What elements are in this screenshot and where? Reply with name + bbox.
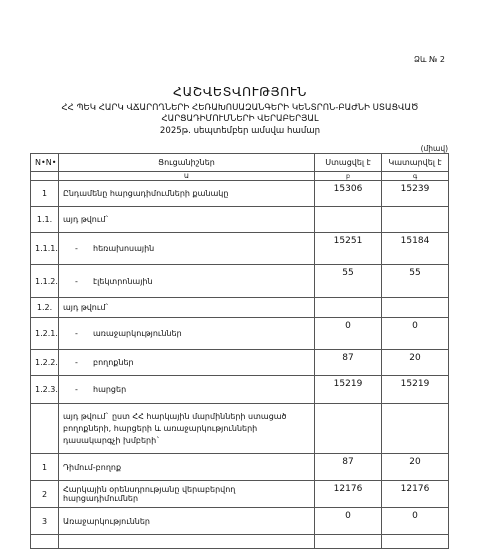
row-received-value xyxy=(315,298,382,318)
header-received: Ստացվել է xyxy=(315,154,382,172)
row-number xyxy=(31,404,59,454)
row-answered-value: 0 xyxy=(382,318,449,350)
table-row xyxy=(31,318,449,350)
row-answered-value: 15219 xyxy=(382,376,449,404)
row-indicator xyxy=(59,481,315,508)
row-received-value xyxy=(315,207,382,233)
row-answered-value: 20 xyxy=(382,454,449,481)
row-indicator xyxy=(59,404,315,454)
row-number: 1.1.2. xyxy=(31,265,59,298)
table-row xyxy=(31,404,449,454)
letter-received: բ xyxy=(315,172,382,181)
row-answered-value xyxy=(382,535,449,549)
table-row xyxy=(31,376,449,404)
row-received-value: 15219 xyxy=(315,376,382,404)
row-number: 1.2.3. xyxy=(31,376,59,404)
row-received-value: 87 xyxy=(315,454,382,481)
letter-number xyxy=(31,172,59,181)
row-indicator-label: այդ թվում` xyxy=(63,303,110,312)
table-row xyxy=(31,350,449,376)
table-row xyxy=(31,265,449,298)
row-number: 2 xyxy=(31,481,59,508)
row-answered-value: 55 xyxy=(382,265,449,298)
row-answered-value: 12176 xyxy=(382,481,449,508)
row-received-value: 0 xyxy=(315,508,382,535)
row-received-value: 0 xyxy=(315,318,382,350)
row-received-value: 15306 xyxy=(315,181,382,207)
row-indicator xyxy=(59,265,315,298)
table-row xyxy=(31,233,449,265)
row-received-value: 12176 xyxy=(315,481,382,508)
row-indicator-label: Հարկային օրենսդրությանը վերաբերվող հարցադիմումներ xyxy=(63,485,236,503)
row-answered-value: 0 xyxy=(382,508,449,535)
row-answered-value xyxy=(382,298,449,318)
row-answered-value: 15239 xyxy=(382,181,449,207)
table-row xyxy=(31,508,449,535)
row-indicator-label: բողոքներ xyxy=(93,358,134,367)
row-number: 1.2.2. xyxy=(31,350,59,376)
row-answered-value: 20 xyxy=(382,350,449,376)
row-indicator xyxy=(59,454,315,481)
row-indicator xyxy=(59,181,315,207)
row-number xyxy=(31,535,59,549)
table-letter-row xyxy=(31,172,449,181)
row-answered-value xyxy=(382,404,449,454)
row-indicator xyxy=(59,298,315,318)
row-indicator-label: այդ թվում` ըստ ՀՀ հարկային մարմինների ստացած բողոքների, հարցերի և առաջարկությունների դասակարգչի խմբերի` xyxy=(63,411,287,445)
row-number: 1.2.1. xyxy=(31,318,59,350)
table-row xyxy=(31,454,449,481)
row-dash: - xyxy=(75,329,78,338)
row-dash: - xyxy=(75,358,78,367)
row-dash: - xyxy=(75,276,78,286)
report-subtitle-line1: ՀՀ ՊԵԿ ՀԱՐԿ ՎՃԱՐՈՂՆԵՐԻ ՀԵՌԱԽՈՍԱԶԱՆԳԵՐԻ ԿԵՆՏՐՈՆ-ԲԱԺՆԻ ՍՏԱՑՎԱԾ xyxy=(61,103,419,113)
row-dash: - xyxy=(75,385,78,394)
row-indicator-label: էլեկտրոնային xyxy=(93,276,153,286)
row-number: 1.1.1. xyxy=(31,233,59,265)
row-indicator xyxy=(59,207,315,233)
letter-indicators: Ա xyxy=(59,172,315,181)
row-received-value: 55 xyxy=(315,265,382,298)
table-row xyxy=(31,481,449,508)
report-subtitle-line2: ՀԱՐՑԱԴԻՄՈՒՄՆԵՐԻ ՎԵՐԱԲԵՐՅԱԼ xyxy=(161,114,319,124)
row-number: 1.1. xyxy=(31,207,59,233)
row-number: 1.2. xyxy=(31,298,59,318)
table-header-row xyxy=(31,154,449,172)
row-number: 1 xyxy=(31,181,59,207)
row-dash: - xyxy=(75,244,78,253)
form-number: Ձև № 2 xyxy=(413,55,445,64)
unit-label: (միավ) xyxy=(420,144,448,153)
table-row xyxy=(31,181,449,207)
row-indicator xyxy=(59,350,315,376)
table-row xyxy=(31,298,449,318)
row-received-value: 87 xyxy=(315,350,382,376)
header-number: N•N• xyxy=(31,154,59,172)
row-indicator-label: Ընդամենը հարցադիմումների քանակը xyxy=(63,189,229,198)
table-row xyxy=(31,535,449,549)
header-answered: Կատարվել է xyxy=(382,154,449,172)
report-period: 2025թ. սեպտեմբեր ամսվա համար xyxy=(159,126,321,136)
row-indicator xyxy=(59,318,315,350)
row-received-value xyxy=(315,404,382,454)
table-row xyxy=(31,207,449,233)
row-indicator-label: այդ թվում` xyxy=(63,215,110,224)
row-indicator-label: Առաջարկություններ xyxy=(63,516,150,526)
row-number: 3 xyxy=(31,508,59,535)
row-indicator xyxy=(59,535,315,549)
row-indicator-label: հեռախոսային xyxy=(93,244,155,253)
row-indicator-label: Դիմում-բողոք xyxy=(63,462,122,472)
letter-answered: գ xyxy=(382,172,449,181)
row-received-value xyxy=(315,535,382,549)
row-indicator xyxy=(59,508,315,535)
row-indicator-label: հարցեր xyxy=(93,385,127,394)
row-indicator xyxy=(59,376,315,404)
header-indicators: Ցուցանիշներ xyxy=(59,154,315,172)
report-title: ՀԱՇՎԵՏՎՈՒԹՅՈՒՆ xyxy=(173,84,307,99)
row-answered-value: 15184 xyxy=(382,233,449,265)
row-answered-value xyxy=(382,207,449,233)
report-table xyxy=(30,153,449,549)
row-indicator xyxy=(59,233,315,265)
row-received-value: 15251 xyxy=(315,233,382,265)
row-number: 1 xyxy=(31,454,59,481)
row-indicator-label: առաջարկություններ xyxy=(93,329,182,338)
